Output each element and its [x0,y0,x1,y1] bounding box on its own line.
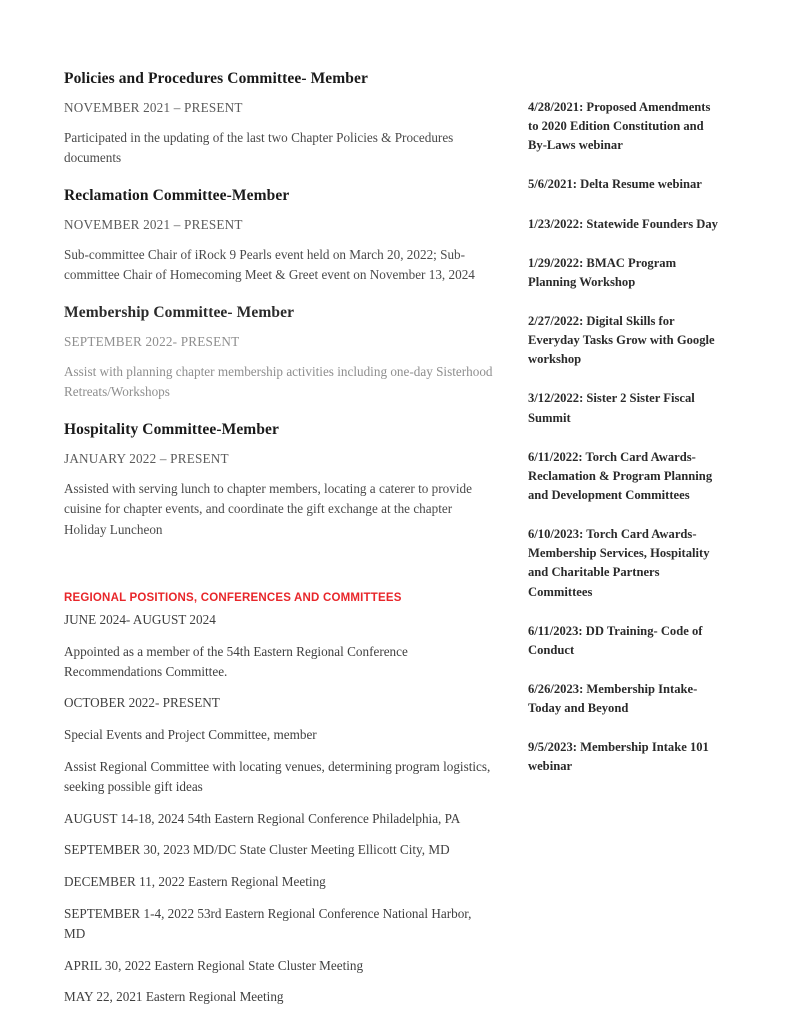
committee-dates: SEPTEMBER 2022- PRESENT [64,333,240,349]
committee-title: Hospitality Committee-Member [64,420,279,438]
committee-title: Membership Committee- Member [64,303,295,321]
list-item: 9/5/2023: Membership Intake 101 webinar [528,740,709,774]
list-item: AUGUST 14-18, 2024 54th Eastern Regional Conference Philadelphia, PA [64,810,461,826]
left-column [64,70,494,1019]
list-item: 4/28/2021: Proposed Amendments to 2020 Edition Constitution and By-Laws webinar [528,100,711,153]
committee-entry-hospitality [64,421,494,540]
section-spacer [64,558,494,592]
regional-section [64,592,494,1007]
list-item: Special Events and Project Committee, member [64,727,317,743]
committee-entry-policies-and-procedures [64,70,494,169]
regional-section-heading: REGIONAL POSITIONS, CONFERENCES AND COMMITTEES [64,592,402,605]
list-item: OCTOBER 2022- PRESENT [64,695,220,711]
list-item: 6/10/2023: Torch Card Awards- Membership Services, Hospitality and Charitable Partners Committees [528,527,710,599]
committee-description: Assist with planning chapter membership activities including one-day Sisterhood Retreats/Workshops [64,363,493,400]
training-event-list [528,98,718,777]
committee-dates: NOVEMBER 2021 – PRESENT [64,100,243,115]
list-item: JUNE 2024- AUGUST 2024 [64,612,216,628]
committee-description: Assisted with serving lunch to chapter members, locating a caterer to provide cuisine for chapter events, and coordinate the gift exchange at the chapter Holiday Luncheon [64,480,472,537]
list-item: 6/11/2022: Torch Card Awards- Reclamation & Program Planning and Development Committees [528,449,713,502]
committee-dates: NOVEMBER 2021 – PRESENT [64,216,243,232]
list-item: SEPTEMBER 1-4, 2022 53rd Eastern Regional Conference National Harbor, MD [64,906,472,941]
committee-title: Policies and Procedures Committee- Member [64,70,368,87]
regional-entry-list [64,610,494,1007]
list-item: MAY 22, 2021 Eastern Regional Meeting [64,989,284,1005]
list-item: 1/29/2022: BMAC Program Planning Workshop [528,255,677,289]
list-item: SEPTEMBER 30, 2023 MD/DC State Cluster Meeting Ellicott City, MD [64,842,450,858]
committee-title: Reclamation Committee-Member [64,186,290,204]
list-item: 2/27/2022: Digital Skills for Everyday Tasks Grow with Google workshop [528,313,715,367]
committee-dates: JANUARY 2022 – PRESENT [64,450,229,466]
list-item: 6/11/2023: DD Training- Code of Conduct [528,623,703,657]
committee-description: Sub-committee Chair of iRock 9 Pearls event held on March 20, 2022; Sub-committee Chair of Homecoming Meet & Greet event on November 13, 2024 [64,246,475,283]
list-item: 5/6/2021: Delta Resume webinar [528,177,702,192]
committee-description: Participated in the updating of the last two Chapter Policies & Procedures documents [64,130,454,166]
list-item: 6/26/2023: Membership Intake- Today and Beyond [528,681,698,716]
list-item: DECEMBER 11, 2022 Eastern Regional Meeting [64,874,326,890]
list-item: 1/23/2022: Statewide Founders Day [528,216,718,231]
right-column [528,98,718,797]
list-item: APRIL 30, 2022 Eastern Regional State Cluster Meeting [64,957,364,973]
list-item: 3/12/2022: Sister 2 Sister Fiscal Summit [528,391,695,425]
list-item: Appointed as a member of the 54th Eastern Regional Conference Recommendations Committee. [64,643,408,679]
committee-entry-reclamation [64,187,494,286]
committee-entry-membership [64,304,494,403]
list-item: Assist Regional Committee with locating venues, determining program logistics, seeking possible gift ideas [64,759,491,794]
